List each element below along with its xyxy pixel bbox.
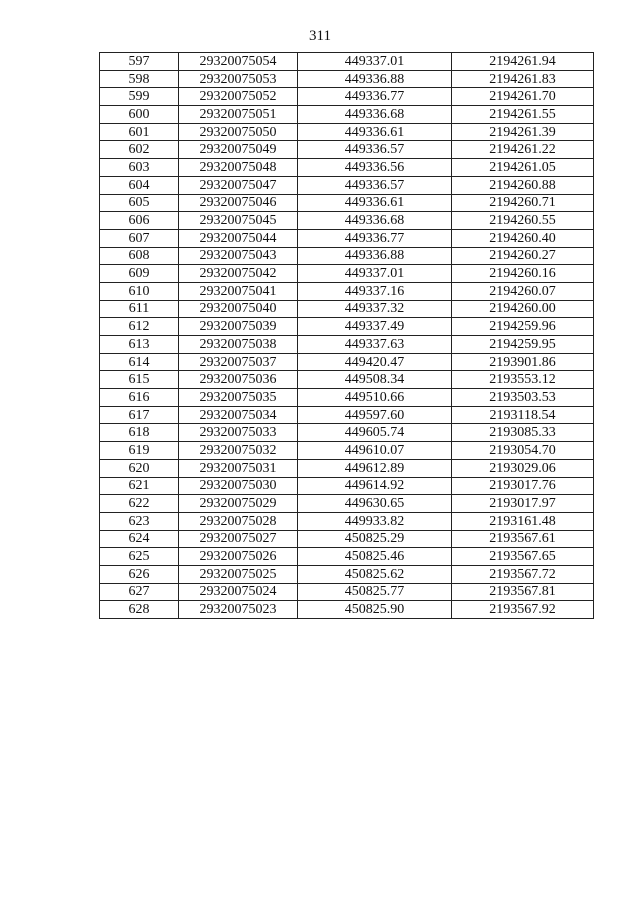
table-row [100, 318, 594, 336]
point-id-cell: 29320075047 [179, 176, 298, 194]
point-id-cell: 29320075049 [179, 141, 298, 159]
table-row [100, 282, 594, 300]
point-id-cell: 29320075024 [179, 583, 298, 601]
table-row [100, 406, 594, 424]
point-id-cell: 29320075048 [179, 159, 298, 177]
table-row [100, 442, 594, 460]
x-coordinate-cell: 449337.32 [298, 300, 452, 318]
table-row [100, 353, 594, 371]
row-number-cell: 625 [100, 548, 179, 566]
point-id-cell: 29320075037 [179, 353, 298, 371]
point-id-cell: 29320075040 [179, 300, 298, 318]
table-row [100, 565, 594, 583]
x-coordinate-cell: 449420.47 [298, 353, 452, 371]
row-number-cell: 614 [100, 353, 179, 371]
x-coordinate-cell: 449336.61 [298, 194, 452, 212]
row-number-cell: 609 [100, 265, 179, 283]
row-number-cell: 616 [100, 389, 179, 407]
table-row [100, 512, 594, 530]
point-id-cell: 29320075038 [179, 336, 298, 354]
x-coordinate-cell: 449508.34 [298, 371, 452, 389]
table-row [100, 70, 594, 88]
table-row [100, 601, 594, 619]
y-coordinate-cell: 2194260.55 [452, 212, 594, 230]
y-coordinate-cell: 2194261.05 [452, 159, 594, 177]
table-row [100, 106, 594, 124]
point-id-cell: 29320075052 [179, 88, 298, 106]
row-number-cell: 626 [100, 565, 179, 583]
row-number-cell: 621 [100, 477, 179, 495]
x-coordinate-cell: 449336.57 [298, 176, 452, 194]
y-coordinate-cell: 2193161.48 [452, 512, 594, 530]
row-number-cell: 600 [100, 106, 179, 124]
point-id-cell: 29320075039 [179, 318, 298, 336]
x-coordinate-cell: 449336.88 [298, 70, 452, 88]
row-number-cell: 603 [100, 159, 179, 177]
table-row [100, 300, 594, 318]
y-coordinate-cell: 2193567.61 [452, 530, 594, 548]
y-coordinate-cell: 2194260.00 [452, 300, 594, 318]
y-coordinate-cell: 2193553.12 [452, 371, 594, 389]
row-number-cell: 602 [100, 141, 179, 159]
y-coordinate-cell: 2194260.40 [452, 229, 594, 247]
y-coordinate-cell: 2194260.16 [452, 265, 594, 283]
row-number-cell: 604 [100, 176, 179, 194]
point-id-cell: 29320075031 [179, 459, 298, 477]
x-coordinate-cell: 449337.01 [298, 53, 452, 71]
row-number-cell: 628 [100, 601, 179, 619]
point-id-cell: 29320075050 [179, 123, 298, 141]
table-row [100, 88, 594, 106]
row-number-cell: 615 [100, 371, 179, 389]
x-coordinate-cell: 449336.77 [298, 229, 452, 247]
x-coordinate-cell: 449336.61 [298, 123, 452, 141]
x-coordinate-cell: 449337.16 [298, 282, 452, 300]
y-coordinate-cell: 2194259.96 [452, 318, 594, 336]
point-id-cell: 29320075035 [179, 389, 298, 407]
table-row [100, 123, 594, 141]
point-id-cell: 29320075027 [179, 530, 298, 548]
row-number-cell: 597 [100, 53, 179, 71]
point-id-cell: 29320075023 [179, 601, 298, 619]
y-coordinate-cell: 2194261.83 [452, 70, 594, 88]
y-coordinate-cell: 2194261.55 [452, 106, 594, 124]
y-coordinate-cell: 2193017.97 [452, 495, 594, 513]
x-coordinate-cell: 449336.68 [298, 106, 452, 124]
y-coordinate-cell: 2194261.39 [452, 123, 594, 141]
point-id-cell: 29320075030 [179, 477, 298, 495]
x-coordinate-cell: 449933.82 [298, 512, 452, 530]
table-row [100, 212, 594, 230]
point-id-cell: 29320075051 [179, 106, 298, 124]
y-coordinate-cell: 2194260.88 [452, 176, 594, 194]
row-number-cell: 611 [100, 300, 179, 318]
coordinates-table-body [100, 53, 594, 619]
coordinates-table [99, 52, 594, 619]
point-id-cell: 29320075034 [179, 406, 298, 424]
point-id-cell: 29320075025 [179, 565, 298, 583]
x-coordinate-cell: 450825.77 [298, 583, 452, 601]
point-id-cell: 29320075033 [179, 424, 298, 442]
x-coordinate-cell: 449336.88 [298, 247, 452, 265]
row-number-cell: 601 [100, 123, 179, 141]
y-coordinate-cell: 2193118.54 [452, 406, 594, 424]
row-number-cell: 627 [100, 583, 179, 601]
x-coordinate-cell: 450825.62 [298, 565, 452, 583]
y-coordinate-cell: 2194260.27 [452, 247, 594, 265]
point-id-cell: 29320075053 [179, 70, 298, 88]
x-coordinate-cell: 449610.07 [298, 442, 452, 460]
x-coordinate-cell: 449336.77 [298, 88, 452, 106]
y-coordinate-cell: 2194261.70 [452, 88, 594, 106]
point-id-cell: 29320075046 [179, 194, 298, 212]
table-row [100, 495, 594, 513]
row-number-cell: 598 [100, 70, 179, 88]
row-number-cell: 619 [100, 442, 179, 460]
x-coordinate-cell: 449337.63 [298, 336, 452, 354]
y-coordinate-cell: 2193567.65 [452, 548, 594, 566]
y-coordinate-cell: 2194261.94 [452, 53, 594, 71]
table-row [100, 53, 594, 71]
x-coordinate-cell: 449614.92 [298, 477, 452, 495]
x-coordinate-cell: 450825.90 [298, 601, 452, 619]
row-number-cell: 608 [100, 247, 179, 265]
row-number-cell: 613 [100, 336, 179, 354]
row-number-cell: 617 [100, 406, 179, 424]
point-id-cell: 29320075026 [179, 548, 298, 566]
table-row [100, 229, 594, 247]
y-coordinate-cell: 2193901.86 [452, 353, 594, 371]
table-row [100, 424, 594, 442]
x-coordinate-cell: 449630.65 [298, 495, 452, 513]
x-coordinate-cell: 449337.49 [298, 318, 452, 336]
x-coordinate-cell: 450825.46 [298, 548, 452, 566]
row-number-cell: 622 [100, 495, 179, 513]
table-row [100, 548, 594, 566]
point-id-cell: 29320075054 [179, 53, 298, 71]
y-coordinate-cell: 2193054.70 [452, 442, 594, 460]
y-coordinate-cell: 2193017.76 [452, 477, 594, 495]
row-number-cell: 606 [100, 212, 179, 230]
table-row [100, 530, 594, 548]
x-coordinate-cell: 449510.66 [298, 389, 452, 407]
y-coordinate-cell: 2193567.72 [452, 565, 594, 583]
point-id-cell: 29320075042 [179, 265, 298, 283]
row-number-cell: 623 [100, 512, 179, 530]
table-row [100, 141, 594, 159]
table-row [100, 194, 594, 212]
point-id-cell: 29320075036 [179, 371, 298, 389]
point-id-cell: 29320075045 [179, 212, 298, 230]
row-number-cell: 599 [100, 88, 179, 106]
table-row [100, 583, 594, 601]
y-coordinate-cell: 2194260.71 [452, 194, 594, 212]
row-number-cell: 610 [100, 282, 179, 300]
table-row [100, 336, 594, 354]
y-coordinate-cell: 2193503.53 [452, 389, 594, 407]
point-id-cell: 29320075028 [179, 512, 298, 530]
table-row [100, 159, 594, 177]
table-row [100, 459, 594, 477]
x-coordinate-cell: 449337.01 [298, 265, 452, 283]
page-number: 311 [309, 28, 331, 44]
table-row [100, 265, 594, 283]
y-coordinate-cell: 2193567.92 [452, 601, 594, 619]
point-id-cell: 29320075043 [179, 247, 298, 265]
x-coordinate-cell: 449336.57 [298, 141, 452, 159]
row-number-cell: 620 [100, 459, 179, 477]
row-number-cell: 624 [100, 530, 179, 548]
y-coordinate-cell: 2194259.95 [452, 336, 594, 354]
row-number-cell: 618 [100, 424, 179, 442]
y-coordinate-cell: 2193085.33 [452, 424, 594, 442]
y-coordinate-cell: 2193029.06 [452, 459, 594, 477]
point-id-cell: 29320075044 [179, 229, 298, 247]
row-number-cell: 607 [100, 229, 179, 247]
x-coordinate-cell: 449612.89 [298, 459, 452, 477]
y-coordinate-cell: 2193567.81 [452, 583, 594, 601]
table-row [100, 247, 594, 265]
point-id-cell: 29320075032 [179, 442, 298, 460]
row-number-cell: 605 [100, 194, 179, 212]
y-coordinate-cell: 2194261.22 [452, 141, 594, 159]
x-coordinate-cell: 450825.29 [298, 530, 452, 548]
row-number-cell: 612 [100, 318, 179, 336]
table-row [100, 477, 594, 495]
y-coordinate-cell: 2194260.07 [452, 282, 594, 300]
table-row [100, 371, 594, 389]
table-row [100, 389, 594, 407]
x-coordinate-cell: 449605.74 [298, 424, 452, 442]
x-coordinate-cell: 449597.60 [298, 406, 452, 424]
x-coordinate-cell: 449336.56 [298, 159, 452, 177]
point-id-cell: 29320075029 [179, 495, 298, 513]
x-coordinate-cell: 449336.68 [298, 212, 452, 230]
point-id-cell: 29320075041 [179, 282, 298, 300]
table-row [100, 176, 594, 194]
